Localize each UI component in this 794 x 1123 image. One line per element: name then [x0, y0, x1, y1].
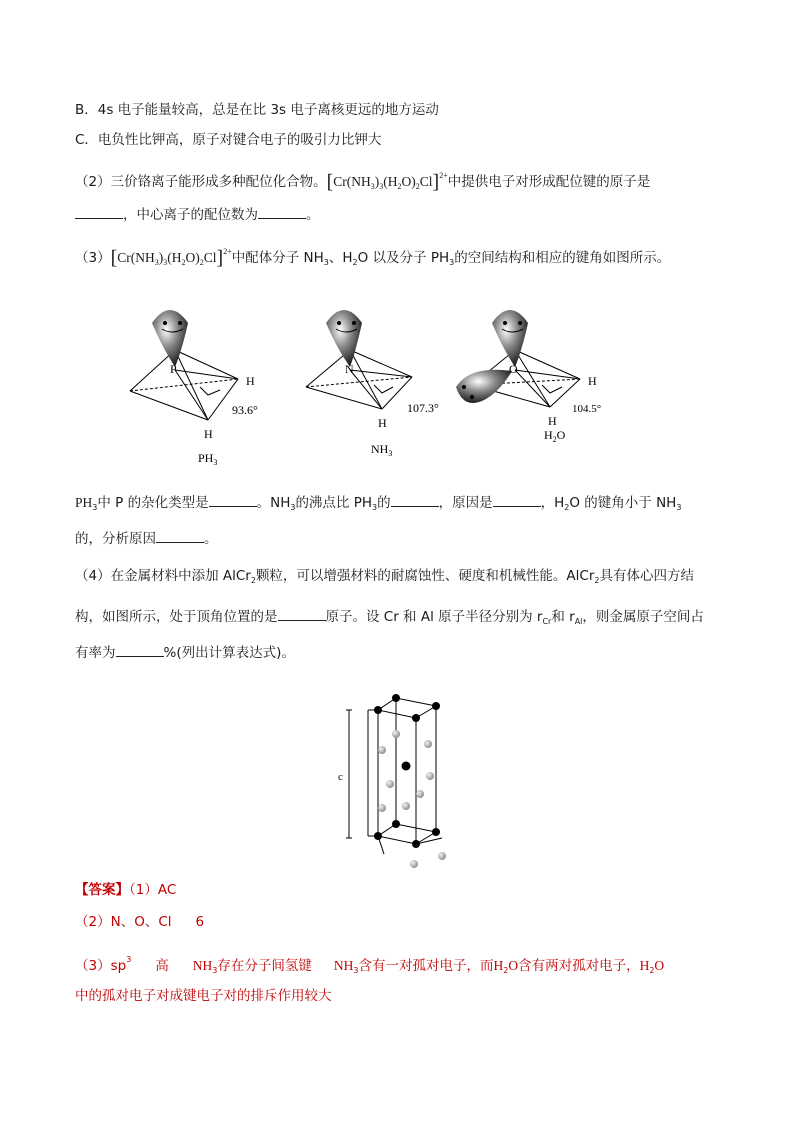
h2o-angle: 104.5°: [572, 403, 602, 415]
answer-3-line-2: 中的孤对电子对成键电子对的排斥作用较大: [75, 988, 332, 1004]
h2o-h2-label: H: [548, 414, 557, 428]
cell-c-label: c: [338, 771, 343, 783]
question-3-line-1: $(3)[Cr(NH_3)_3(H_2O)_2Cl]^{2+}$中配体分子 $NH_3$、$H_2O$ 以及分子 $PH_3$的空间结构和相应的键角如图所示。: [75, 247, 671, 269]
question-3-line-2: $PH_3$中 P 的杂化类型是 。$NH_3$的沸点比 $PH_3$的 ，原因是 ，$H_2O$ 的键角小于 $NH_3$: [75, 492, 681, 518]
answer-tag: 【答案】: [75, 882, 129, 898]
ph3-caption: $PH_3$: [198, 451, 218, 467]
h2o-caption: $H_2O$: [544, 428, 566, 444]
ph3-h1-label: H: [246, 374, 255, 388]
answer-blank[interactable]: [116, 642, 164, 657]
h2o-molecule: [456, 310, 601, 444]
ph3-p-label: P: [170, 362, 177, 376]
nh3-caption: $NH_3$: [371, 442, 393, 458]
nh3-molecule: [306, 310, 439, 458]
nh3-angle: 107.3°: [407, 401, 439, 415]
complex-formula: $[Cr(NH_3)_3(H_2O)_2Cl]^{2+}$: [326, 171, 448, 193]
question-4-line-3: 有率为 %(列出计算表达式)。: [75, 642, 295, 663]
nh3-h-label: H: [378, 416, 387, 430]
molecule-figure: [120, 295, 620, 470]
question-3-line-3: 的，分析原因 。: [75, 528, 218, 549]
lone-pair-lobe: [492, 310, 528, 367]
question-2-line-2: ，中心离子的配位数为 。: [75, 204, 320, 225]
answer-1: 【答案】（1）AC: [75, 882, 177, 898]
unit-cell-figure: [330, 688, 460, 873]
nh3-n-label: N: [345, 362, 354, 376]
answer-blank[interactable]: [209, 492, 257, 507]
answer-blank[interactable]: [75, 204, 123, 219]
ph3-h2-label: H: [204, 427, 213, 441]
answer-blank[interactable]: [493, 492, 541, 507]
ph3-molecule: [130, 310, 258, 467]
answer-blank[interactable]: [278, 606, 326, 621]
h2o-h1-label: H: [588, 374, 597, 388]
answer-3-line-1: $(3)sp^3$ 高 $NH_3$存在分子间氢键 $NH_3$含有一对孤对电子，而$H_2O$含有两对孤对电子，$H_2O$: [75, 955, 665, 975]
answer-blank[interactable]: [156, 528, 204, 543]
option-b: B．4s 电子能量较高，总是在比 3s 电子离核更远的地方运动: [75, 102, 439, 118]
answer-blank[interactable]: [258, 204, 306, 219]
answer-blank[interactable]: [391, 492, 439, 507]
ph3-angle: 93.6°: [232, 403, 258, 417]
question-4-line-1: （4）在金属材料中添加 AlCr$_2$颗粒，可以增强材料的耐腐蚀性、硬度和机械性能。AlCr$_2$具有体心四方结: [75, 568, 694, 585]
complex-formula: $[Cr(NH_3)_3(H_2O)_2Cl]^{2+}$: [110, 247, 232, 269]
answer-2: （2）N、O、Cl 6: [75, 914, 205, 930]
lone-pair-lobe: [326, 310, 362, 367]
option-c: C．电负性比钾高，原子对键合电子的吸引力比钾大: [75, 132, 382, 148]
question-2-line-1: （2）三价铬离子能形成多种配位化合物。$[Cr(NH_3)_3(H_2O)_2Cl]^{2+}$中提供电子对形成配位键的原子是: [75, 171, 651, 193]
h2o-o-label: O: [509, 362, 518, 376]
lone-pair-lobe: [152, 310, 188, 367]
question-4-line-2: 构，如图所示，处于顶角位置的是 原子。设 Cr 和 Al 原子半径分别为 $r_{Cr}$和 $r_{Al}$，则金属原子空间占: [75, 606, 704, 632]
